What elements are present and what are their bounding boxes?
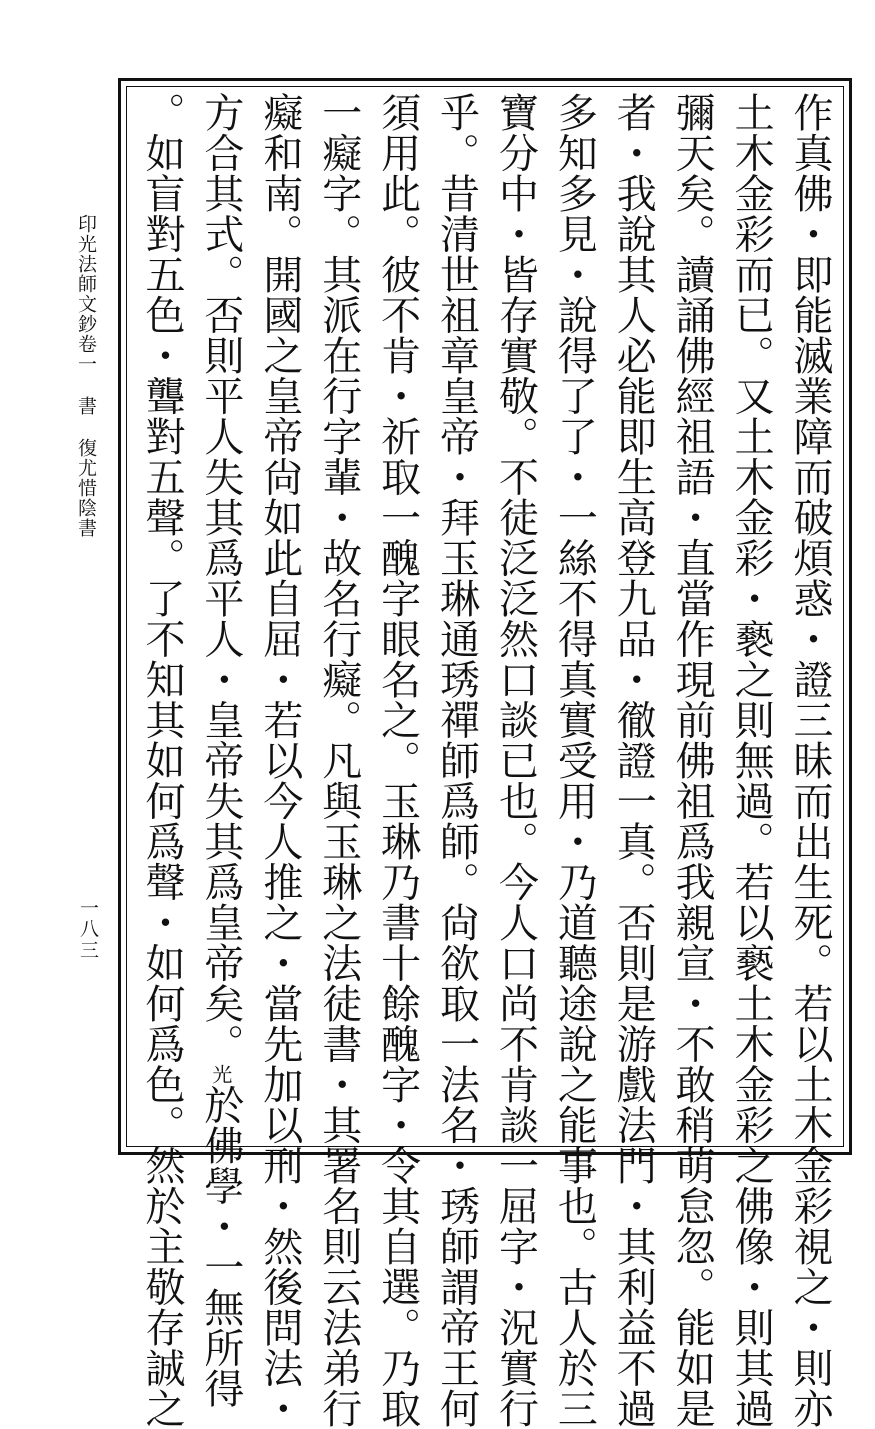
letter-title: 復尤惜陰書: [75, 438, 97, 538]
text-column-4: 者・我說其人必能即生高登九品・徹證一真。否則是游戲法門・其利益不過: [610, 92, 657, 1429]
text-column-5: 多知多見・說得了了・一絲不得真實受用・乃道聽途說之能事也。古人於三: [551, 92, 598, 1429]
text-column-11-part-b: 於佛學・一無所得: [197, 1084, 244, 1409]
section-label: 書: [75, 396, 97, 416]
book-title: 印光法師文鈔卷一: [75, 214, 97, 374]
text-column-3: 彌天矣。讀誦佛經祖語・直當作現前佛祖爲我親宣・不敢稍萌怠忽。能如是: [669, 92, 716, 1429]
author-self-reference: 光: [208, 1064, 233, 1085]
text-column-10: 癡和南。開國之皇帝尙如此自屈・若以今人推之・當先加以刑・然後問法・: [256, 92, 303, 1429]
text-column-1: 作真佛・即能滅業障而破煩惑・證三昧而出生死。若以土木金彩視之・則亦: [786, 92, 833, 1429]
text-column-8: 須用此。彼不肯・祈取一醜字眼名之。玉琳乃書十餘醜字・令其自選。乃取: [374, 92, 421, 1429]
text-column-11-part-a: 方合其式。否則平人失其爲平人・皇帝失其爲皇帝矣。: [197, 92, 244, 1064]
page-number: 一八三: [77, 898, 99, 961]
text-column-2: 土木金彩而已。又土木金彩・褻之則無過。若以褻土木金彩之佛像・則其過: [728, 92, 775, 1429]
text-column-12: 。如盲對五色・聾對五聲。了不知其如何爲聲・如何爲色。然於主敬存誠之: [139, 92, 185, 1429]
text-column-7: 乎。昔清世祖章皇帝・拜玉琳通琇禪師爲師。尙欲取一法名・琇師謂帝王何: [433, 92, 480, 1429]
text-column-9: 一癡字。其派在行字輩・故名行癡。凡與玉琳之法徒書・其署名則云法弟行: [315, 92, 362, 1429]
text-column-11: [195, 92, 247, 1409]
text-column-6: 寶分中・皆存實敬。不徒泛泛然口談已也。今人口尚不肯談一屈字・況實行: [492, 92, 539, 1429]
margin-title: [74, 214, 98, 538]
body-text: [136, 92, 836, 1429]
